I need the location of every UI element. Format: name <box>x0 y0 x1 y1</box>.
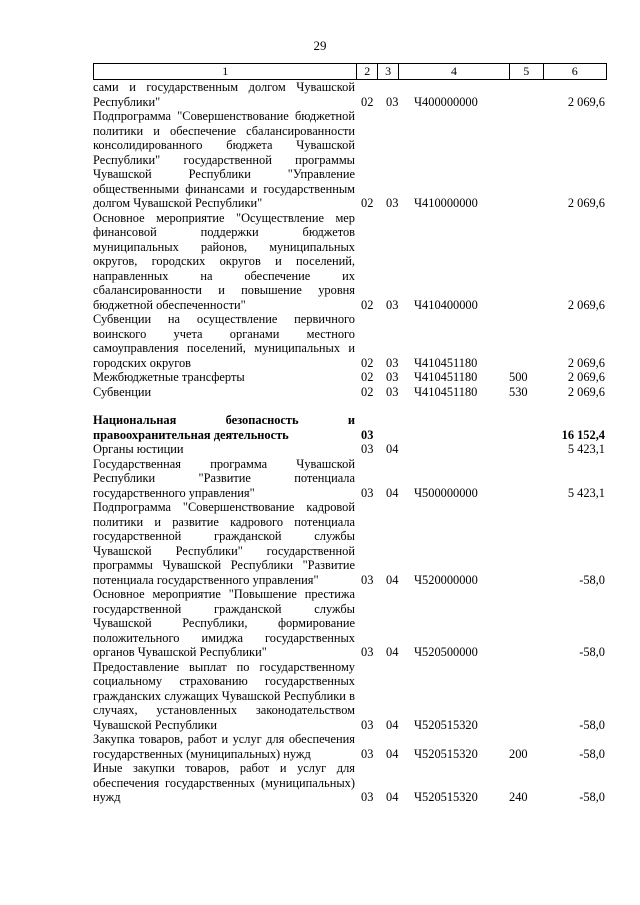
row-target-code: Ч500000000 <box>414 485 478 500</box>
row-target-code: Ч400000000 <box>414 94 478 109</box>
row-amount: -58,0 <box>579 572 605 587</box>
row-text: Субвенции <box>93 384 152 399</box>
row-amount: 2 069,6 <box>567 94 605 109</box>
row-section: 03 <box>361 427 374 442</box>
row-amount: 2 069,6 <box>567 196 605 210</box>
row-text: Органы юстиции <box>93 442 184 456</box>
row-text: Субвенции на осуществление первичного воинского учета органами местного самоуправления поселений, муниципальных и городских округов <box>93 312 355 370</box>
row-target-code: Ч520500000 <box>414 645 478 659</box>
table-row <box>93 80 605 109</box>
row-subsection: 03 <box>386 370 399 384</box>
row-section: 02 <box>361 297 374 312</box>
row-text: Основное мероприятие "Повышение престижа государственной гражданской службы Чувашской Республики, формирование положительного имиджа государственных органов Чувашской Республики" <box>93 587 355 659</box>
row-subsection: 03 <box>386 94 399 109</box>
header-col-1: 1 <box>94 64 357 79</box>
row-text: Иные закупки товаров, работ и услуг для обеспечения государственных (муниципальных) нужд <box>93 761 355 804</box>
row-subsection: 04 <box>386 572 399 587</box>
table-header <box>93 63 607 80</box>
table-row <box>93 457 605 501</box>
row-amount: 2 069,6 <box>567 370 605 384</box>
row-section: 03 <box>361 485 374 500</box>
row-section: 03 <box>361 790 374 804</box>
table-row <box>93 312 605 370</box>
row-subsection: 04 <box>386 746 399 761</box>
table-row <box>93 413 605 442</box>
row-amount: 2 069,6 <box>567 384 605 399</box>
row-section: 03 <box>361 746 374 761</box>
row-amount: -58,0 <box>579 746 605 761</box>
row-text: Межбюджетные трансферты <box>93 370 245 384</box>
table-row <box>93 587 605 660</box>
table-row <box>93 442 605 457</box>
header-col-5: 5 <box>510 64 544 79</box>
row-target-code: Ч410451180 <box>414 384 478 399</box>
row-expense-type: 200 <box>509 746 528 761</box>
table-row <box>93 370 605 385</box>
table-row <box>93 211 605 313</box>
row-expense-type: 240 <box>509 790 528 804</box>
row-expense-type: 530 <box>509 384 528 399</box>
header-col-4: 4 <box>399 64 510 79</box>
row-amount: -58,0 <box>579 790 605 804</box>
row-amount: 16 152,4 <box>561 427 605 442</box>
table-row <box>93 500 605 587</box>
row-text: сами и государственным долгом Чувашской Республики" <box>93 80 355 109</box>
table-row <box>93 385 605 400</box>
row-subsection: 03 <box>386 355 399 370</box>
table-row <box>93 660 605 733</box>
row-amount: 2 069,6 <box>567 355 605 370</box>
row-section: 02 <box>361 94 374 109</box>
row-subsection: 04 <box>386 790 399 804</box>
row-subsection: 03 <box>386 297 399 312</box>
row-target-code: Ч410451180 <box>414 370 478 384</box>
row-target-code: Ч410451180 <box>414 355 478 370</box>
row-subsection: 03 <box>386 384 399 399</box>
page-number: 29 <box>313 38 327 53</box>
row-amount: 2 069,6 <box>567 297 605 312</box>
row-text: Основное мероприятие "Осуществление мер финансовой поддержки бюджетов муниципальных районов, муниципальных округов, городских округов и поселений, направленных на обеспечение их сбалансированности и повышение уровня бюджетной обеспеченности" <box>93 210 355 312</box>
row-target-code: Ч520515320 <box>414 790 478 804</box>
row-section: 02 <box>361 384 374 399</box>
row-subsection: 04 <box>386 485 399 500</box>
table-row <box>93 109 605 211</box>
row-text: Национальная безопасность и правоохранительная деятельность <box>93 413 355 442</box>
row-section: 03 <box>361 645 374 659</box>
row-target-code: Ч520515320 <box>414 717 478 732</box>
row-gap <box>93 399 605 413</box>
row-amount: 5 423,1 <box>567 442 605 456</box>
row-section: 02 <box>361 370 374 384</box>
row-amount: -58,0 <box>579 645 605 659</box>
row-subsection: 04 <box>386 645 399 659</box>
row-section: 02 <box>361 355 374 370</box>
row-expense-type: 500 <box>509 370 528 384</box>
row-text: Подпрограмма "Совершенствование бюджетной политики и обеспечение сбалансированности консолидированного бюджета Чувашской Республики" государственной программы Чувашской Республики "Управление общественными финансами и государственным долгом Чувашской Республики" <box>93 109 355 210</box>
row-target-code: Ч520000000 <box>414 572 478 587</box>
header-col-6: 6 <box>571 64 578 78</box>
row-target-code: Ч410000000 <box>414 196 478 210</box>
header-col-3: 3 <box>378 64 399 79</box>
row-section: 03 <box>361 717 374 732</box>
row-target-code: Ч410400000 <box>414 297 478 312</box>
row-subsection: 04 <box>386 442 399 456</box>
row-target-code: Ч520515320 <box>414 746 478 761</box>
table-row <box>93 761 605 805</box>
table-row <box>93 732 605 761</box>
row-section: 03 <box>361 442 374 456</box>
row-text: Предоставление выплат по государственному социальному страхованию государственных гражданских служащих Чувашской Республики в случаях, установленных законодательством Чувашской Республики <box>93 659 355 732</box>
row-amount: 5 423,1 <box>567 485 605 500</box>
row-text: Государственная программа Чувашской Республики "Развитие потенциала государственного управления" <box>93 456 355 500</box>
table-body <box>93 80 605 805</box>
row-text: Закупка товаров, работ и услуг для обеспечения государственных (муниципальных) нужд <box>93 732 355 761</box>
row-section: 03 <box>361 572 374 587</box>
row-text: Подпрограмма "Совершенствование кадровой политики и развитие кадрового потенциала государственной гражданской службы Чувашской Республики" государственной программы Чувашской Республики "Развитие потенциала государственного управления" <box>93 500 355 587</box>
row-subsection: 03 <box>386 196 399 210</box>
header-col-2: 2 <box>357 64 378 79</box>
row-subsection: 04 <box>386 717 399 732</box>
row-section: 02 <box>361 196 374 210</box>
row-amount: -58,0 <box>579 717 605 732</box>
